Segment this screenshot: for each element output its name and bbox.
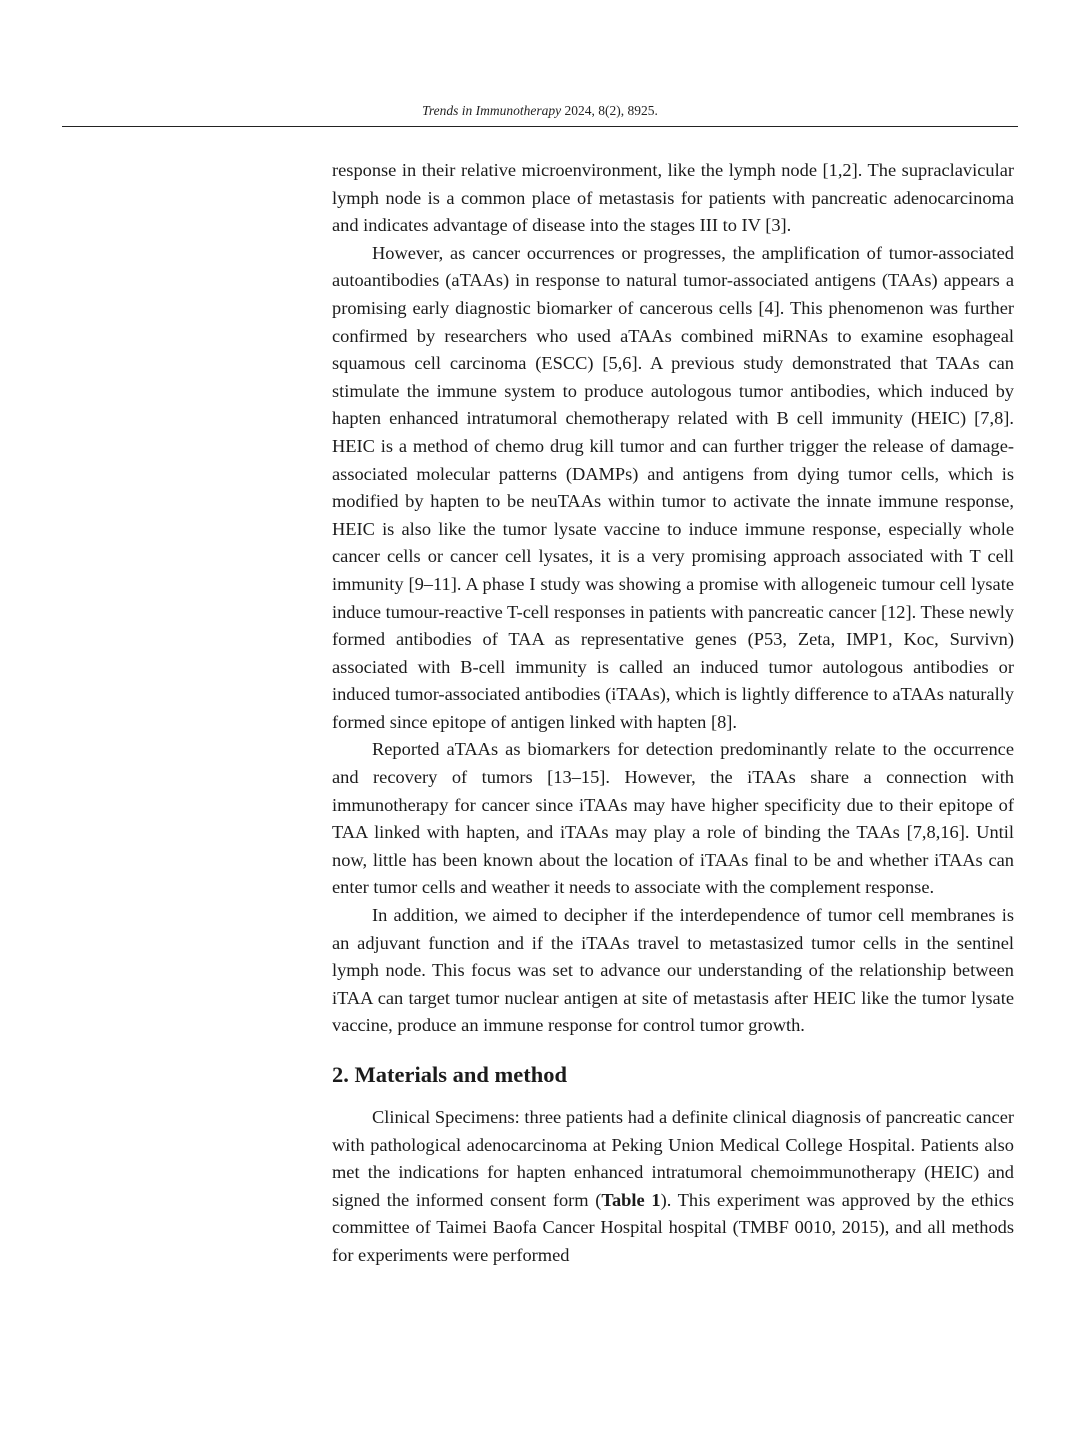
table-1-reference[interactable]: Table 1 (601, 1189, 661, 1210)
specimens-text-start: Clinical Specimens: three patients had a definite clinical diagnosis of pancreatic cancer with pathological adenocarcinoma at Peking Union Medical College Hospital. Patients also met the indications for hapten enhanced intratumoral chemoimmunotherapy (HEIC) and signed the informed consent form ( (332, 1107, 1014, 1210)
citation: 2024, 8(2), 8925. (561, 103, 658, 118)
header-divider (62, 126, 1018, 127)
paragraph-clinical-specimens (332, 1104, 1014, 1270)
paragraph-ataas-background: However, as cancer occurrences or progresses, the amplification of tumor-associated autoantibodies (aTAAs) in response to natural tumor-associated antigens (TAAs) appears a promising early diagnostic biomarker of cancerous cells [4]. This phenomenon was further confirmed by researchers who used aTAAs combined miRNAs to examine esophageal squamous cell carcinoma (ESCC) [5,6]. A previous study demonstrated that TAAs can stimulate the immune system to produce autologous tumor antibodies, which induced by hapten enhanced intratumoral chemotherapy related with B cell immunity (HEIC) [7,8]. HEIC is a method of chemo drug kill tumor and can further trigger the release of damage-associated molecular patterns (DAMPs) and antigens from dying tumor cells, which is modified by hapten to be neuTAAs within tumor to activate the innate immune response, HEIC is also like the tumor lysate vaccine to induce immune response, especially whole cancer cells or cancer cell lysates, it is a very promising approach associated with T cell immunity [9–11]. A phase I study was showing a promise with allogeneic tumour cell lysate induce tumour-reactive T-cell responses in patients with pancreatic cancer [12]. These newly formed antibodies of TAA as representative genes (P53, Zeta, IMP1, Koc, Survivn) associated with B-cell immunity is called an induced tumor autologous antibodies or induced tumor-associated antibodies (iTAAs), which is lightly difference to aTAAs naturally formed since epitope of antigen linked with hapten [8]. (332, 242, 1014, 732)
journal-name: Trends in Immunotherapy (422, 103, 562, 118)
paragraph-itaas-immunotherapy: Reported aTAAs as biomarkers for detection predominantly relate to the occurrence and recovery of tumors [13–15]. However, the iTAAs share a connection with immunotherapy for cancer since iTAAs may have higher specificity due to their epitope of TAA linked with hapten, and iTAAs may play a role of binding the TAAs [7,8,16]. Until now, little has been known about the location of iTAAs final to be and whether iTAAs can enter tumor cells and weather it needs to associate with the complement response. (332, 739, 1014, 898)
running-header (0, 103, 1080, 119)
paragraph-continued: response in their relative microenvironment, like the lymph node [1,2]. The supraclavicular lymph node is a common place of metastasis for patients with pancreatic adenocarcinoma and indicates advantage of disease into the stages III to IV [3]. (332, 160, 1014, 236)
article-body (332, 157, 1014, 1270)
section-heading-methods: 2. Materials and method (332, 1062, 567, 1087)
paragraph-study-aim: In addition, we aimed to decipher if the interdependence of tumor cell membranes is an adjuvant function and if the iTAAs travel to metastasized tumor cells in the sentinel lymph node. This focus was set to advance our understanding of the relationship between iTAA can target tumor nuclear antigen at site of metastasis after HEIC like the tumor lysate vaccine, produce an immune response for control tumor growth. (332, 905, 1014, 1036)
specimens-text-end: ). This experiment was approved by the ethics committee of Taimei Baofa Cancer Hospital hospital (TMBF 0010, 2015), and all methods for experiments were performed (332, 1189, 1014, 1265)
